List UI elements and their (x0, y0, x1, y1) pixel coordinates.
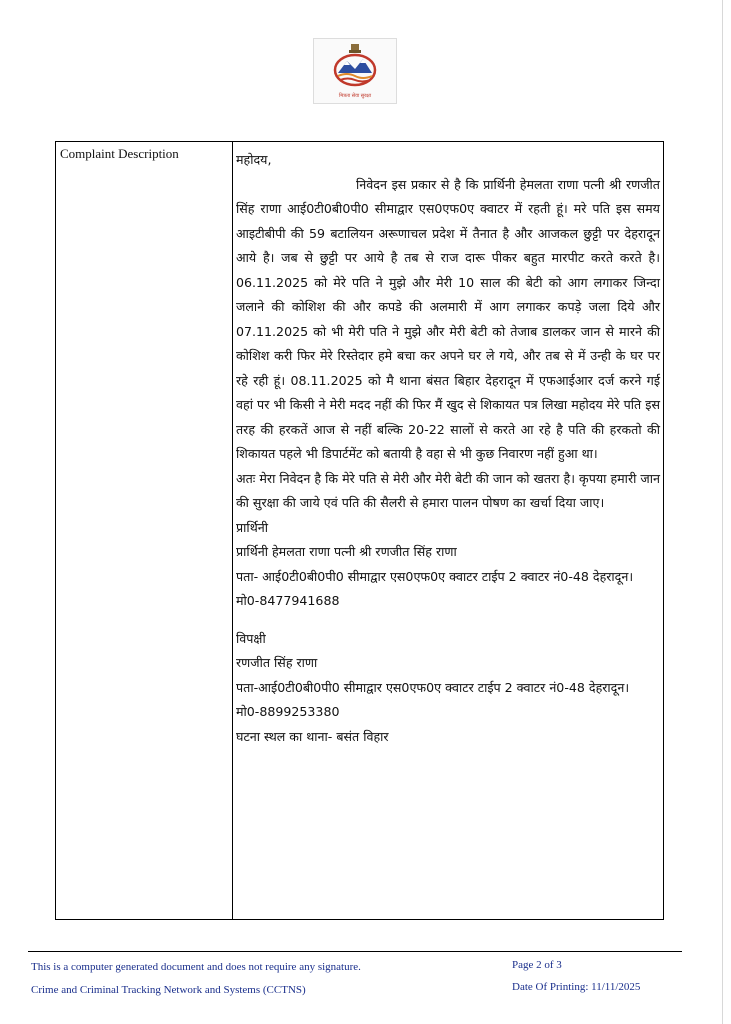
police-logo (313, 38, 397, 104)
section-gap (236, 614, 660, 627)
complaint-label: Complaint Description (60, 146, 179, 161)
opponent-address: पता-आई0टी0बी0पी0 सीमाद्वार एस0एफ0ए क्वाटर टाईप 2 क्वाटर नं0-48 देहरादून। (236, 679, 630, 695)
complaint-table (55, 141, 664, 920)
police-station: घटना स्थल का थाना- बसंत विहार (236, 728, 389, 744)
footer-note: This is a computer generated document and does not require any signature. (31, 961, 361, 973)
opponent-mobile: मो0-8899253380 (236, 704, 340, 719)
applicant-address: पता- आई0टी0बी0पी0 सीमाद्वार एस0एफ0ए क्वाटर टाईप 2 क्वाटर नं0-48 देहरादून। (236, 568, 634, 584)
print-date: Date Of Printing: 11/11/2025 (512, 981, 641, 993)
footer-divider (28, 951, 682, 952)
complaint-description (236, 148, 660, 749)
complaint-paragraph-1: निवेदन इस प्रकार से है कि प्रार्थिनी हेमलता राणा पत्नी श्री रणजीत सिंह राणा आई0टी0बी0पी0 सीमाद्वार एस0एफ0ए क्वाटर में रहती हूं। मरे पति इस समय आइटीबीपी की 59 बटालियन अरूणाचल प्रदेश में तैनात है और आजकल छुट्टी पर देहरादून आये है। जब से छुट्टी पर आये है तब से राज दारू पीकर बहुत मारपीट करते करते है। 06.11.2025 को मेरे पति ने मुझे और मेरी 10 साल की बेटी को आग लगाकर जिन्दा जलाने की कोशिश की और कपडे की अलमारी में आग लगाकर कपड़े जला दिये और 07.11.2025 को भी मेरी पति ने मुझे और मेरी बेटी को तेजाब डालकर जान से मारने की कोशिश करी फिर मेरे रिस्तेदार हमे बचा कर अपने घर ले गये, और तब से में उन्ही के घर पर रहे रही हूं। 08.11.2025 को मै थाना बंसत बिहार देहरादून में एफआईआर दर्ज करने गई वहां पर भी किसी ने मेरी मदद नहीं की फिर मैं खुद से शिकायत पत्र लिखा महोदय मेरे पति इस तरह की हरकतें आज से नहीं बल्कि 20-22 सालों से करते आ रहे है पति की हरकतो की शिकायत पहले भी डिपार्टमेंट को बतायी है वहा से भी कुछ निवारण नहीं हुआ था। (236, 176, 660, 461)
applicant-heading: प्रार्थिनी (236, 519, 268, 535)
opponent-name: रणजीत सिंह राणा (236, 655, 318, 670)
opponent-heading: विपक्षी (236, 630, 266, 646)
applicant-mobile: मो0-8477941688 (236, 593, 340, 608)
column-divider (232, 142, 233, 919)
complaint-paragraph-2: अतः मेरा निवेदन है कि मेरे पति से मेरी और मेरी बेटी की जान को खतरा है। कृपया हमारी जान की सुरक्षा की जाये एवं पति की सैलरी से हमारा पालन पोषण का खर्चा दिया जाए। (236, 470, 660, 510)
page-edge (722, 0, 723, 1024)
applicant-name: प्रार्थिनी हेमलता राणा पत्नी श्री रणजीत सिंह राणा (236, 544, 457, 559)
salutation: महोदय, (236, 152, 272, 167)
page-number: Page 2 of 3 (512, 959, 562, 971)
logo-tagline: मित्रता सेवा सुरक्षा (338, 93, 372, 99)
footer-system: Crime and Criminal Tracking Network and Systems (CCTNS) (31, 984, 306, 996)
